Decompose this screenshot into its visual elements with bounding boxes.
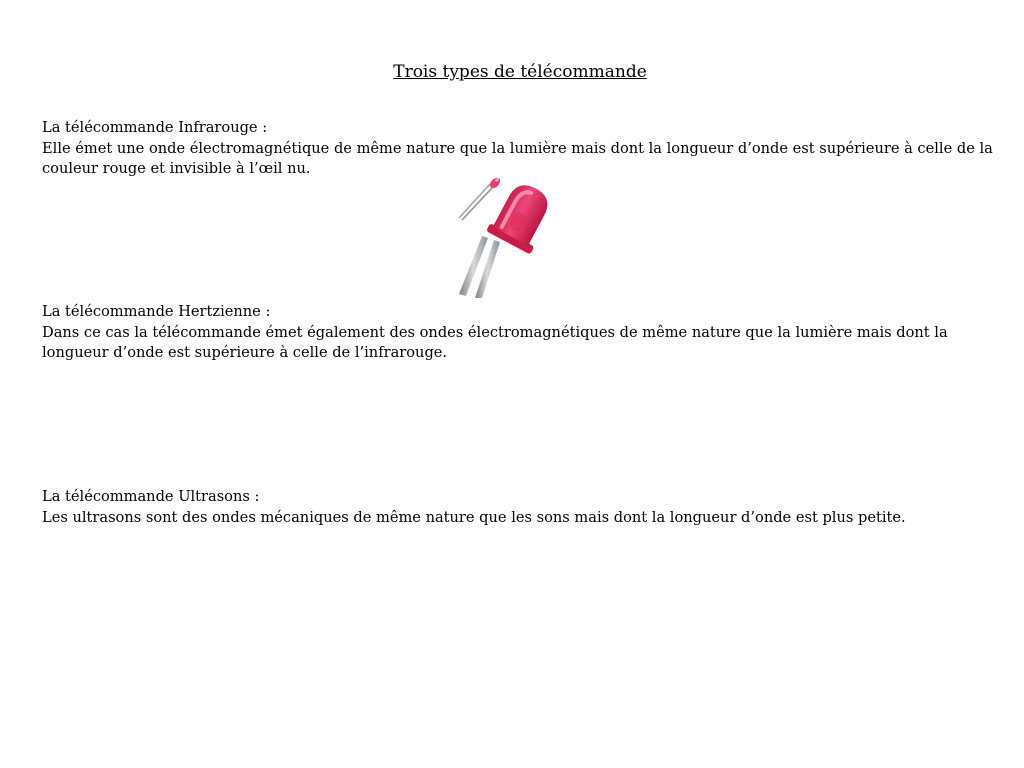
section-infrarouge (42, 118, 1002, 180)
document-title: Trois types de télécommande (393, 62, 647, 82)
section-heading-ultrasons: La télécommande Ultrasons : (42, 488, 260, 505)
section-ultrasons (42, 487, 1002, 528)
section-heading-hertzienne: La télécommande Hertzienne : (42, 303, 271, 320)
section-heading-infrarouge: La télécommande Infrarouge : (42, 119, 268, 136)
section-hertzienne (42, 302, 1002, 364)
section-text-hertzienne: Dans ce cas la télécommande émet également des ondes électromagnétiques de même nature que la lumière mais dont la longueur d’onde est supérieure à celle de l’infrarouge. (42, 323, 948, 361)
section-text-ultrasons: Les ultrasons sont des ondes mécaniques de même nature que les sons mais dont la longueur d’onde est plus petite. (42, 508, 906, 526)
large-led-leads (459, 236, 500, 298)
section-text-infrarouge: Elle émet une onde électromagnétique de même nature que la lumière mais dont la longueur d’onde est supérieure à celle de la couleur rouge et invisible à l’œil nu. (42, 139, 993, 177)
led-illustration-svg (446, 174, 558, 298)
small-led-icon (459, 176, 502, 220)
red-led-icon (446, 174, 558, 298)
